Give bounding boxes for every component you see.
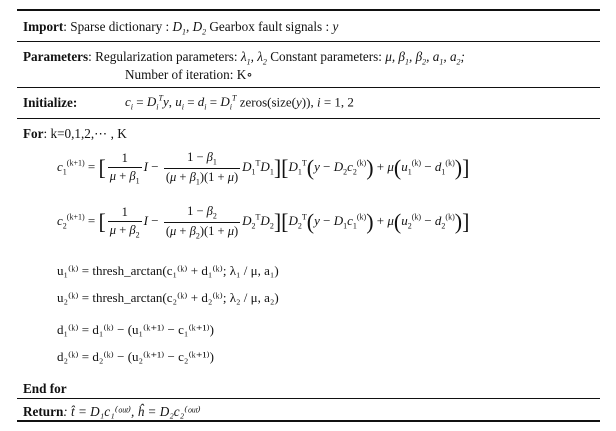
u1-update-eq: u₁⁽ᵏ⁾ = thresh_arctan(c₁⁽ᵏ⁾ + d₁⁽ᵏ⁾; λ₁ / μ, a₁) xyxy=(57,263,279,278)
lambda-params: $\lambda_1$, $\lambda_2$ xyxy=(240,49,267,67)
rule-top xyxy=(17,9,600,11)
dict-d1: $D_1$, $D_2$ xyxy=(172,19,207,37)
c1-update-eq: $c_1^{(k+1)}$ = [ $\frac{1}{\mu + \beta_1}$ I − $\frac{1 - \beta_1}{(\mu + \beta_1)(1 + \mu)}$ $D_1^TD_1][D_1^T(y - D_2c_2^{(k)}) + \mu(u_1^{(k)} - d_1^{(k)})]$ xyxy=(57,150,470,186)
rule-3 xyxy=(17,118,600,119)
return-expr: : t̂ = D₁c₁⁽ᵒᵘᵗ⁾, ĥ = D₂c₂⁽ᵒᵘᵗ⁾ xyxy=(63,404,201,419)
end-for-label: End for xyxy=(23,381,67,396)
import-text-2: Gearbox fault signals : xyxy=(206,19,333,34)
parameters-text-1: : Regularization parameters: xyxy=(88,49,241,64)
rule-4 xyxy=(17,398,600,399)
algorithm-table xyxy=(17,9,600,422)
import-text-1: : Sparse dictionary : xyxy=(63,19,173,34)
c2-update-eq: $c_2^{(k+1)}$ = [ $\frac{1}{\mu + \beta_2}$ I − $\frac{1 - \beta_2}{(\mu + \beta_2)(1 + \mu)}$ $D_2^TD_2][D_2^T(y - D_1c_1^{(k)}) + \mu(u_2^{(k)} - d_2^{(k)})]$ xyxy=(57,204,470,240)
rule-1 xyxy=(17,41,600,42)
return-row xyxy=(23,403,606,420)
import-row xyxy=(23,18,606,41)
for-row xyxy=(23,125,606,142)
d1-update-eq: d₁⁽ᵏ⁾ = d₁⁽ᵏ⁾ − (u₁⁽ᵏ⁺¹⁾ − c₁⁽ᵏ⁺¹⁾) xyxy=(57,322,215,337)
for-label: For xyxy=(23,126,44,141)
return-label: Return xyxy=(23,404,64,419)
initialize-expr: $c_i = D_i^Ty$, $u_i = d_i = D_i^T$ zeros(size(y)), i = 1, 2 xyxy=(125,94,354,112)
rule-bottom xyxy=(17,420,600,422)
for-range: : k=0,1,2,⋯ , K xyxy=(43,126,127,141)
iteration-line: Number of iteration: K∘ xyxy=(125,67,253,82)
d2-update-eq: d₂⁽ᵏ⁾ = d₂⁽ᵏ⁾ − (u₂⁽ᵏ⁺¹⁾ − c₂⁽ᵏ⁺¹⁾) xyxy=(57,349,215,364)
constant-params: μ, $\beta_1$, $\beta_2$, $a_1$, $a_2$; xyxy=(385,49,465,67)
parameters-text-2: Constant parameters: xyxy=(266,49,386,64)
signal-y: y xyxy=(332,19,339,34)
import-label: Import xyxy=(23,19,64,34)
parameters-label: Parameters xyxy=(23,49,89,64)
initialize-label: Initialize: xyxy=(23,95,78,110)
u2-update-eq: u₂⁽ᵏ⁾ = thresh_arctan(c₂⁽ᵏ⁾ + d₂⁽ᵏ⁾; λ₂ / μ, a₂) xyxy=(57,290,279,305)
rule-2 xyxy=(17,87,600,88)
